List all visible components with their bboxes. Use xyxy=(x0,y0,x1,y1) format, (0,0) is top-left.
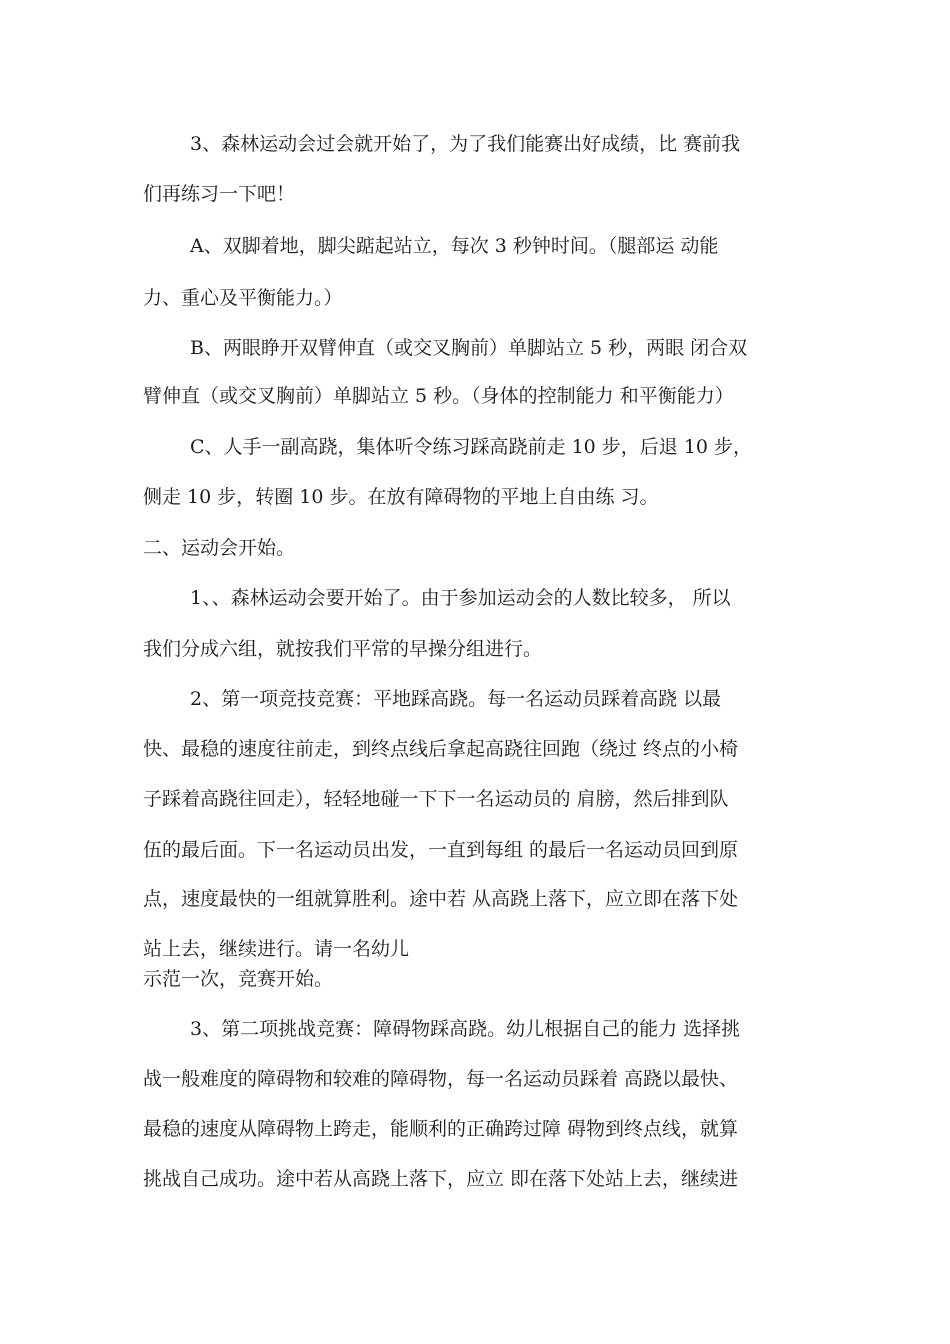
text-line: 示范一次，竞赛开始。 xyxy=(143,968,334,990)
text-line: 我们分成六组，就按我们平常的早操分组进行。 xyxy=(143,638,543,660)
text-line: 子踩着高跷往回走），轻轻地碰一下下一名运动员的 肩膀，然后排到队 xyxy=(143,788,729,810)
text-line: C、人手一副高跷，集体听令练习踩高跷前走 10 步，后退 10 步， xyxy=(190,436,753,458)
text-line: 3、第二项挑战竞赛：障碍物踩高跷。幼儿根据自己的能力 选择挑 xyxy=(190,1018,741,1040)
text-line: 3、森林运动会过会就开始了，为了我们能赛出好成绩，比 赛前我 xyxy=(190,133,741,155)
text-line: 1、、森林运动会要开始了。由于参加运动会的人数比较多， 所以 xyxy=(190,587,731,609)
text-line: 2、第一项竞技竞赛：平地踩高跷。每一名运动员踩着高跷 以最 xyxy=(190,688,722,710)
text-line: 点，速度最快的一组就算胜利。途中若 从高跷上落下，应立即在落下处 xyxy=(143,888,739,910)
text-line: B、两眼睁开双臂伸直（或交叉胸前）单脚站立 5 秒，两眼 闭合双 xyxy=(190,337,748,359)
text-line: A、双脚着地，脚尖踮起站立，每次 3 秒钟时间。（腿部运 动能 xyxy=(190,235,719,257)
text-line: 侧走 10 步，转圈 10 步。在放有障碍物的平地上自由练 习。 xyxy=(143,486,659,508)
section-heading: 二、运动会开始。 xyxy=(143,537,296,559)
text-line: 战一般难度的障碍物和较难的障碍物，每一名运动员踩着 高跷以最快、 xyxy=(143,1068,739,1090)
text-line: 臂伸直（或交叉胸前）单脚站立 5 秒。（身体的控制能力 和平衡能力） xyxy=(143,385,734,407)
text-line: 们再练习一下吧！ xyxy=(143,183,296,205)
text-line: 力、重心及平衡能力。） xyxy=(143,287,343,309)
text-line: 伍的最后面。下一名运动员出发，一直到每组 的最后一名运动员回到原 xyxy=(143,839,739,861)
text-line: 站上去，继续进行。请一名幼儿 xyxy=(143,938,410,960)
text-line: 快、最稳的速度往前走，到终点线后拿起高跷往回跑（绕过 终点的小椅 xyxy=(143,738,739,760)
text-line: 最稳的速度从障碍物上跨走，能顺利的正确跨过障 碍物到终点线，就算 xyxy=(143,1118,739,1140)
text-line: 挑战自己成功。途中若从高跷上落下，应立 即在落下处站上去，继续进 xyxy=(143,1168,739,1190)
